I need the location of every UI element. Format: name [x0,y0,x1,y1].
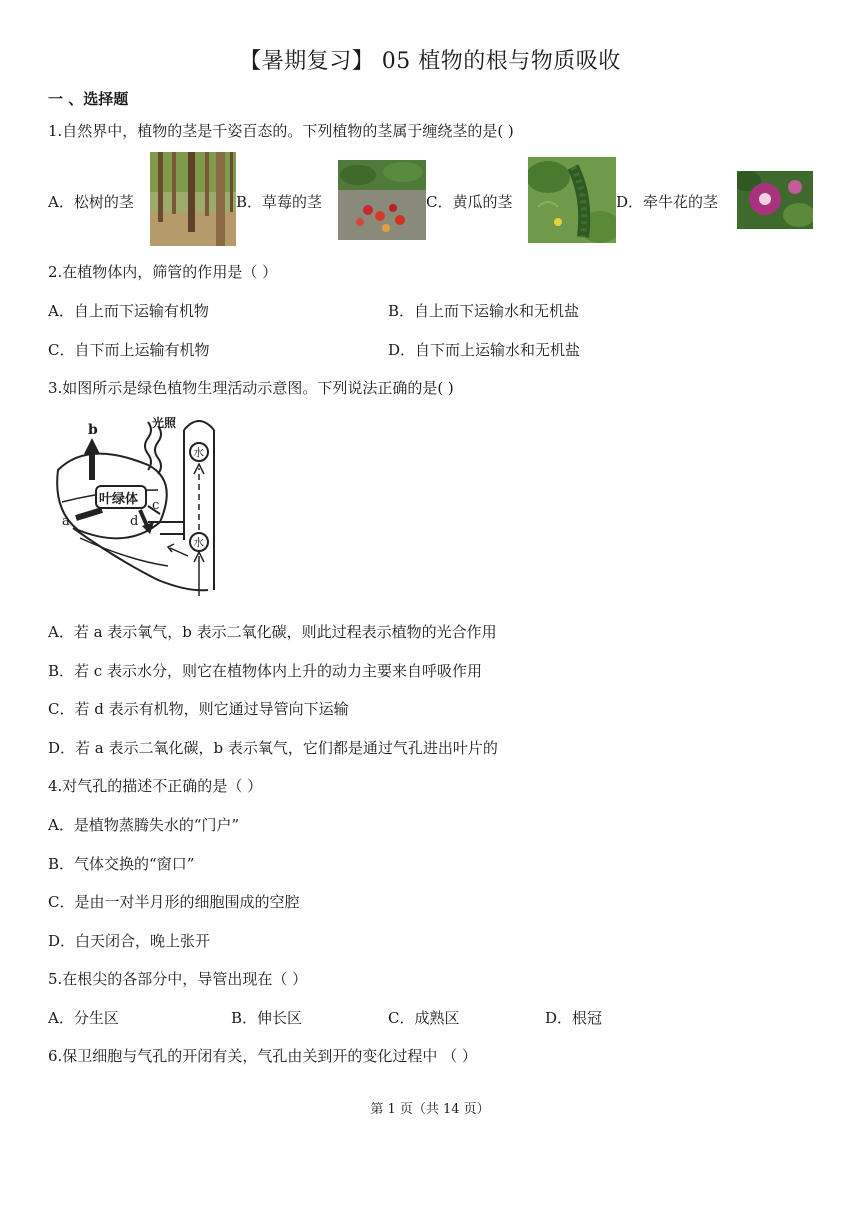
question-1-stem: 1.自然界中，植物的茎是千姿百态的。下列植物的茎属于缠绕茎的是( ) [48,122,514,140]
pine-tree-photo [150,152,236,246]
q3-option-a: A．若 a 表示氧气，b 表示二氧化碳，则此过程表示植物的光合作用 [48,623,497,641]
q1-option-a: A．松树的茎 [48,193,134,211]
label-d: d [130,514,139,529]
q5-option-a: A．分生区 [48,1009,119,1027]
q4-option-b: B．气体交换的“窗口” [48,855,195,873]
q5-option-c: C．成熟区 [388,1009,460,1027]
q4-option-d: D．白天闭合，晚上张开 [48,932,211,950]
question-2-stem: 2.在植物体内，筛管的作用是（ ） [48,263,278,281]
q1-option-b: B．草莓的茎 [236,193,323,211]
page-footer: 第 1 页（共 14 页） [370,1102,490,1117]
plant-physiology-diagram [48,410,228,600]
q2-option-a: A．自上而下运输有机物 [48,302,209,320]
q2-option-b: B．自上而下运输水和无机盐 [388,302,580,320]
strawberry-photo [338,160,426,240]
question-4-stem: 4.对气孔的描述不正确的是（ ） [48,777,263,795]
page-title: 【暑期复习】 05 植物的根与物质吸收 [239,49,621,74]
q2-option-d: D．自下而上运输水和无机盐 [388,341,581,359]
q5-option-d: D．根冠 [545,1009,603,1027]
q3-option-d: D．若 a 表示二氧化碳，b 表示氧气，它们都是通过气孔进出叶片的 [48,739,498,757]
question-3-stem: 3.如图所示是绿色植物生理活动示意图。下列说法正确的是( ) [48,379,454,397]
water-label-bottom: 水 [193,536,204,549]
q1-option-c: C．黄瓜的茎 [426,193,513,211]
chloroplast-label: 叶绿体 [99,492,139,507]
water-label-top: 水 [193,446,204,459]
question-6-stem: 6.保卫细胞与气孔的开闭有关，气孔由关到开的变化过程中 （ ） [48,1047,477,1065]
light-label: 光照 [152,416,177,430]
label-a: a [62,514,70,529]
question-5-stem: 5.在根尖的各部分中，导管出现在（ ） [48,970,308,988]
q4-option-a: A．是植物蒸腾失水的“门户” [48,816,240,834]
section-heading: 一 、选择题 [48,90,129,108]
q5-option-b: B．伸长区 [231,1009,303,1027]
q1-option-d: D．牵牛花的茎 [616,193,719,211]
label-c: c [152,498,160,513]
label-b: b [88,422,98,438]
q4-option-c: C．是由一对半月形的细胞围成的空腔 [48,893,300,911]
morning-glory-photo [737,171,813,229]
q3-option-b: B．若 c 表示水分，则它在植物体内上升的动力主要来自呼吸作用 [48,662,482,680]
q3-option-c: C．若 d 表示有机物，则它通过导管向下运输 [48,700,349,718]
q2-option-c: C．自下而上运输有机物 [48,341,210,359]
cucumber-photo [528,157,616,243]
